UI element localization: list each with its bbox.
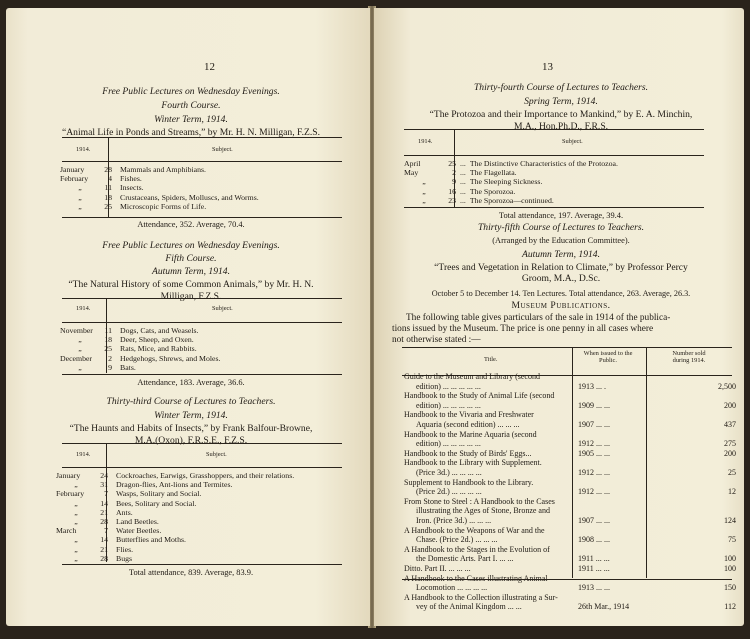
table-row	[58, 165, 261, 174]
lecture-month: „	[74, 553, 78, 563]
lecture-day: 21	[100, 507, 108, 517]
publication-issued: 1911 ... ...	[578, 564, 610, 573]
lecture-month: March	[56, 526, 77, 536]
table-row	[402, 187, 620, 196]
lecture-month: „	[78, 183, 82, 193]
lecture-subject: Land Beetles.	[116, 517, 159, 527]
leader-dots: ...	[460, 159, 466, 168]
publication-title: A Handbook to the Cases illustrating Animal	[404, 573, 548, 583]
publications-table	[404, 372, 736, 612]
publication-issued: 1909 ... ...	[578, 400, 610, 410]
lecture-subject: The Flagellata.	[469, 168, 517, 178]
table-row	[58, 344, 222, 353]
lecture-day: 28	[104, 165, 112, 174]
lecture-day: 18	[104, 192, 112, 202]
lecture-title: “The Natural History of some Common Animals,” by Mr. H. N.	[68, 279, 314, 290]
lecture-month: „	[74, 507, 78, 517]
column-header-date: 1914.	[76, 451, 91, 458]
lecture-day: 18	[104, 335, 112, 345]
publications-heading: Museum Publications.	[511, 300, 611, 311]
attendance-summary: Attendance, 183. Average, 36.6.	[137, 378, 245, 387]
lecture-title-continued: Milligan, F.Z.S.	[160, 290, 222, 302]
lecture-subject: Mammals and Amphibians.	[120, 165, 206, 174]
table-row	[54, 526, 296, 535]
section-heading: Free Public Lectures on Wednesday Evenings.	[102, 240, 280, 251]
column-header-subject: Subject.	[562, 138, 583, 145]
publication-sold: 200	[724, 400, 736, 410]
lecture-subject: Dogs, Cats, and Weasels.	[120, 326, 199, 335]
lecture-month: „	[78, 201, 82, 211]
lecture-month: „	[422, 186, 426, 196]
column-header-date: 1914.	[418, 138, 433, 145]
lecture-subject: Fishes.	[120, 174, 142, 184]
lecture-title-continued: M.A.(Oxon), F.R.S.E., F.Z.S.	[134, 434, 248, 446]
publication-sold: 124	[724, 516, 736, 525]
lecture-section-thirty-fifth-course	[388, 222, 734, 299]
publication-title: (Price 3d.) ... ... ... ...	[416, 468, 482, 477]
lecture-day: 4	[108, 174, 112, 184]
publication-issued: 1912 ... ...	[578, 468, 610, 477]
publication-title: Handbook to the Study of Birds' Eggs...	[404, 448, 532, 458]
lecture-month: „	[422, 177, 426, 187]
table-row	[58, 363, 222, 372]
lecture-day: 9	[452, 177, 456, 187]
table-row	[58, 202, 261, 211]
lecture-day: 14	[100, 535, 108, 545]
lecture-section-thirty-fourth-course	[388, 82, 734, 132]
column-header-subject: Subject.	[212, 146, 233, 153]
section-heading: Thirty-fourth Course of Lectures to Teachers.	[473, 82, 649, 93]
lecture-month: „	[74, 480, 78, 490]
publications-intro: The following table gives particulars of the sale in 1914 of the publica- tions issued by the Museum. The price is one penny in all cases where not otherwise stated :—	[392, 313, 671, 345]
publication-issued: 1905 ... ...	[578, 448, 610, 458]
lecture-day: 25	[104, 344, 112, 354]
term-label: Winter Term, 1914.	[154, 114, 228, 125]
table-row	[402, 159, 620, 168]
lecture-subject: Butterflies and Moths.	[116, 535, 186, 545]
course-label: Fifth Course.	[165, 253, 217, 264]
table-row	[58, 326, 222, 335]
lecture-month: „	[74, 498, 78, 508]
publication-issued: 1912 ... ...	[578, 487, 610, 497]
term-label: Autumn Term, 1914.	[151, 266, 230, 277]
lecture-month: „	[74, 544, 78, 554]
publication-title: Handbook to the Library with Supplement.	[404, 458, 542, 468]
publication-title: Handbook to the Vivaria and Freshwater	[404, 410, 534, 420]
publication-title: Supplement to Handbook to the Library.	[404, 477, 534, 487]
lecture-subject: Rats, Mice, and Rabbits.	[120, 344, 197, 354]
page-number: 12	[204, 61, 215, 73]
publication-title: A Handbook to the Stages in the Evolution of	[404, 544, 550, 554]
table-row	[58, 183, 261, 192]
table-row	[54, 535, 296, 544]
lecture-day: 11	[104, 183, 112, 193]
lecture-title-continued: M.A., Hon.Ph.D., F.R.S.	[513, 120, 609, 132]
lecture-subject: Bugs	[116, 553, 133, 563]
attendance-summary: Total attendance, 197. Average, 39.4.	[498, 211, 624, 220]
lecture-month: December	[60, 353, 93, 363]
lecture-day: 25	[104, 201, 112, 211]
lecture-subject: Cockroaches, Earwigs, Grasshoppers, and their relations.	[116, 471, 295, 480]
lecture-month: May	[404, 168, 419, 178]
publication-issued: 1908 ... ...	[578, 535, 610, 545]
publication-title: A Handbook to the Weapons of War and the	[404, 525, 545, 535]
table-row	[58, 335, 222, 344]
publication-title: edition) ... ... ... ... ...	[416, 400, 481, 410]
lecture-day: 23	[448, 195, 456, 205]
left-page	[6, 8, 370, 626]
lecture-day: 28	[100, 553, 108, 563]
publication-title: Aquaria (second edition) ... ... ...	[416, 420, 520, 429]
lecture-day: 16	[448, 186, 456, 196]
table-row	[54, 499, 296, 508]
table-row	[54, 554, 296, 563]
column-header-date: 1914.	[76, 305, 91, 312]
publication-title: the Domestic Arts. Part I. ... ...	[416, 554, 514, 564]
lecture-month: February	[56, 489, 85, 499]
publication-title: illustrating the Ages of Stone, Bronze and	[416, 506, 550, 516]
lecture-subject: The Sporozoa.	[469, 186, 516, 196]
lecture-month: November	[60, 326, 93, 335]
publication-title: Chase. (Price 2d.) ... ... ...	[416, 535, 498, 545]
arranged-by-note: (Arranged by the Education Committee).	[492, 236, 630, 245]
publication-sold: 112	[724, 602, 736, 612]
attendance-summary: Attendance, 352. Average, 70.4.	[137, 220, 245, 229]
publication-title: Iron. (Price 3d.) ... ... ...	[416, 516, 492, 525]
lecture-day: 25	[448, 159, 456, 168]
publication-title: A Handbook to the Collection illustrating a Sur-	[404, 592, 558, 602]
course-summary: October 5 to December 14. Ten Lectures. Total attendance, 263. Average, 26.3.	[431, 288, 691, 298]
lecture-month: February	[60, 174, 89, 184]
lecture-subject: Water Beetles.	[116, 526, 162, 536]
lecture-schedule-table	[58, 165, 261, 211]
lecture-subject: The Sleeping Sickness.	[469, 177, 543, 187]
publication-issued: 1912 ... ...	[578, 439, 610, 449]
column-header-date: 1914.	[76, 146, 91, 153]
leader-dots: ...	[460, 195, 466, 205]
table-row	[54, 480, 296, 489]
publication-sold: 75	[728, 535, 736, 545]
publication-issued: 1913 ... .	[578, 381, 606, 391]
lecture-subject: Dragon-flies, Ant-lions and Termites.	[116, 480, 233, 490]
lecture-subject: The Distinctive Characteristics of the Protozoa.	[469, 159, 618, 168]
lecture-month: „	[78, 192, 82, 202]
lecture-month: „	[74, 517, 78, 527]
lecture-title: “Trees and Vegetation in Relation to Climate,” by Professor Percy	[434, 261, 688, 273]
lecture-month: April	[404, 159, 421, 168]
lecture-section-thirty-third-course	[26, 396, 356, 446]
lecture-section-fifth-course	[26, 240, 356, 302]
lecture-month: January	[56, 471, 81, 480]
publication-sold: 275	[724, 439, 736, 449]
leader-dots: ...	[460, 168, 466, 178]
lecture-schedule-table	[54, 471, 296, 563]
publication-title: Handbook to the Marine Aquaria (second	[404, 429, 537, 439]
table-row	[54, 471, 296, 480]
lecture-month: January	[60, 165, 85, 174]
table-row	[402, 168, 620, 177]
publication-title: Handbook to the Study of Animal Life (second	[404, 391, 555, 401]
table-row	[58, 174, 261, 183]
term-label: Winter Term, 1914.	[154, 410, 228, 421]
lecture-subject: Crustaceans, Spiders, Molluscs, and Worms.	[120, 192, 259, 202]
publication-issued: 1913 ... ...	[578, 583, 610, 593]
leader-dots: ...	[460, 186, 466, 196]
column-header-subject: Subject.	[212, 305, 233, 312]
lecture-section-fourth-course	[26, 86, 356, 139]
lecture-day: 2	[108, 353, 112, 363]
column-header-subject: Subject.	[206, 451, 227, 458]
lecture-title: “The Protozoa and their Importance to Mankind,” by E. A. Minchin,	[429, 109, 693, 120]
table-row	[402, 196, 620, 205]
lecture-day: 21	[100, 544, 108, 554]
term-label: Spring Term, 1914.	[524, 96, 598, 107]
lecture-title: “Animal Life in Ponds and Streams,” by Mr. H. N. Milligan, F.Z.S.	[62, 127, 320, 138]
publication-sold: 100	[724, 554, 736, 564]
publication-issued: 1907 ... ...	[578, 420, 610, 429]
table-row	[54, 517, 296, 526]
table-row	[54, 508, 296, 517]
publication-sold: 200	[724, 448, 736, 458]
publication-title: edition) ... ... ... ... ...	[416, 439, 481, 449]
lecture-subject: Ants.	[116, 507, 133, 517]
lecture-subject: Bees, Solitary and Social.	[116, 498, 197, 508]
publication-title: From Stone to Steel : A Handbook to the Cases	[404, 496, 555, 506]
publication-sold: 2,500	[718, 381, 736, 391]
publication-sold: 437	[724, 420, 736, 429]
publication-title: Ditto. Part II. ... ... ...	[404, 564, 471, 573]
lecture-subject: Bats.	[120, 362, 136, 372]
lecture-subject: Hedgehogs, Shrews, and Moles.	[120, 353, 221, 363]
course-label: Fourth Course.	[161, 100, 221, 111]
lecture-schedule-table	[402, 159, 620, 205]
lecture-month: „	[422, 195, 426, 205]
publication-title: (Price 2d.) ... ... ... ...	[416, 487, 482, 497]
table-row	[58, 354, 222, 363]
column-header-issued: When issued to the Public.	[583, 350, 633, 364]
lecture-subject: Wasps, Solitary and Social.	[116, 489, 202, 499]
lecture-month: „	[78, 344, 82, 354]
lecture-subject: The Sporozoa—continued.	[469, 195, 554, 205]
lecture-day: 7	[104, 489, 108, 499]
lecture-month: „	[78, 362, 82, 372]
leader-dots: ...	[460, 177, 466, 187]
publication-title: vey of the Animal Kingdom ... ...	[416, 602, 522, 612]
lecture-day: 2	[452, 168, 456, 178]
column-header-title: Title.	[484, 356, 498, 363]
lecture-day: 31	[100, 480, 108, 490]
lecture-day: 7	[104, 526, 108, 536]
section-heading: Free Public Lectures on Wednesday Evenings.	[102, 86, 280, 97]
publication-sold: 25	[728, 468, 736, 477]
publication-title: Locomotion ... ... ... ...	[416, 583, 488, 593]
attendance-summary: Total attendance, 839. Average, 83.9.	[128, 568, 254, 577]
table-row	[402, 177, 620, 186]
lecture-schedule-table	[58, 326, 222, 372]
page-number: 13	[542, 61, 553, 73]
publication-sold: 100	[724, 564, 736, 573]
lecture-day: 11	[104, 326, 112, 335]
lecture-subject: Insects.	[120, 183, 144, 193]
column-header-sold: Number sold during 1914.	[672, 350, 706, 364]
lecture-subject: Deer, Sheep, and Oxen.	[120, 335, 194, 345]
term-label: Autumn Term, 1914.	[521, 248, 600, 260]
publication-issued: 26th Mar., 1914	[578, 602, 630, 612]
publication-issued: 1911 ... ...	[578, 554, 610, 564]
publication-sold: 150	[724, 583, 736, 593]
lecture-day: 9	[108, 362, 112, 372]
lecture-month: „	[74, 535, 78, 545]
table-row	[58, 193, 261, 202]
right-page	[374, 8, 744, 626]
lecture-title: “The Haunts and Habits of Insects,” by Frank Balfour-Browne,	[69, 423, 313, 434]
lecture-subject: Flies.	[116, 544, 134, 554]
lecture-subject: Microscopic Forms of Life.	[120, 201, 207, 211]
publication-sold: 12	[728, 487, 736, 497]
lecture-day: 24	[100, 471, 108, 480]
table-row	[54, 489, 296, 498]
lecture-day: 28	[100, 517, 108, 527]
publication-title: edition) ... ... ... ... ...	[416, 381, 481, 391]
publication-title: Guide to the Museum and Library (second	[404, 372, 540, 381]
section-heading: Thirty-fifth Course of Lectures to Teachers.	[477, 222, 645, 233]
section-heading: Thirty-third Course of Lectures to Teachers.	[106, 396, 276, 407]
publication-issued: 1907 ... ...	[578, 516, 610, 525]
table-row	[54, 545, 296, 554]
lecture-title-continued: Groom, M.A., D.Sc.	[521, 273, 601, 284]
lecture-day: 14	[100, 498, 108, 508]
lecture-month: „	[78, 335, 82, 345]
